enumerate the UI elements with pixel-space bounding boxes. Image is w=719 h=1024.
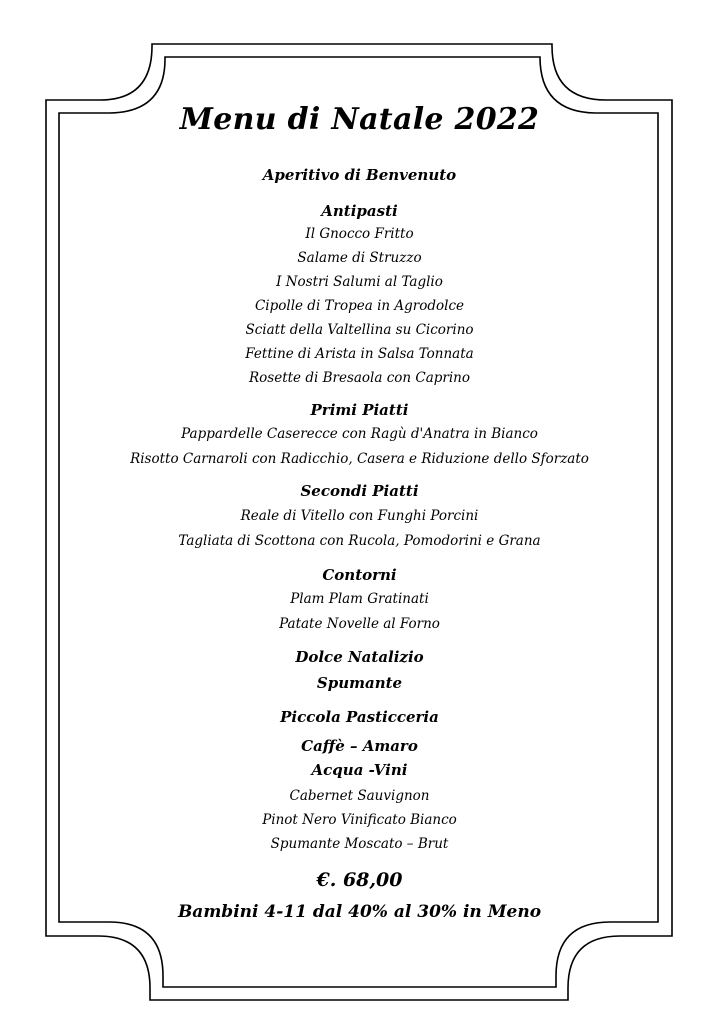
dolce-heading: Dolce Natalizio bbox=[295, 648, 424, 666]
secondi-item: Reale di Vitello con Funghi Porcini bbox=[240, 508, 479, 524]
wine-item: Pinot Nero Vinificato Bianco bbox=[262, 812, 457, 828]
antipasti-item: I Nostri Salumi al Taglio bbox=[276, 274, 443, 290]
pasticceria-heading: Piccola Pasticceria bbox=[280, 708, 439, 726]
menu-price: €. 68,00 bbox=[316, 869, 403, 891]
caffe-heading: Caffè – Amaro bbox=[301, 737, 418, 755]
wine-item: Spumante Moscato – Brut bbox=[270, 836, 449, 852]
antipasti-item: Cipolle di Tropea in Agrodolce bbox=[254, 298, 465, 314]
wine-item: Cabernet Sauvignon bbox=[289, 788, 430, 804]
secondi-heading: Secondi Piatti bbox=[300, 482, 419, 500]
antipasti-heading: Antipasti bbox=[321, 202, 398, 220]
spumante-heading: Spumante bbox=[316, 674, 403, 692]
primi-item: Risotto Carnaroli con Radicchio, Casera e Riduzione dello Sforzato bbox=[130, 451, 589, 467]
contorni-item: Plam Plam Gratinati bbox=[290, 591, 429, 607]
primi-heading: Primi Piatti bbox=[310, 401, 409, 419]
contorni-heading: Contorni bbox=[322, 566, 397, 584]
contorni-item: Patate Novelle al Forno bbox=[279, 616, 440, 632]
antipasti-item: Il Gnocco Fritto bbox=[305, 226, 414, 242]
welcome-heading: Aperitivo di Benvenuto bbox=[262, 166, 457, 184]
menu-title: Menu di Natale 2022 bbox=[179, 102, 540, 137]
kids-discount: Bambini 4-11 dal 40% al 30% in Meno bbox=[177, 902, 542, 922]
antipasti-item: Rosette di Bresaola con Caprino bbox=[248, 370, 470, 386]
antipasti-item: Sciatt della Valtellina su Cicorino bbox=[245, 322, 474, 338]
bevande-heading: Acqua -Vini bbox=[311, 761, 408, 779]
primi-item: Pappardelle Caserecce con Ragù d'Anatra in Bianco bbox=[181, 426, 538, 442]
antipasti-item: Fettine di Arista in Salsa Tonnata bbox=[245, 346, 474, 362]
secondi-item: Tagliata di Scottona con Rucola, Pomodorini e Grana bbox=[178, 533, 541, 549]
antipasti-item: Salame di Struzzo bbox=[297, 250, 422, 266]
